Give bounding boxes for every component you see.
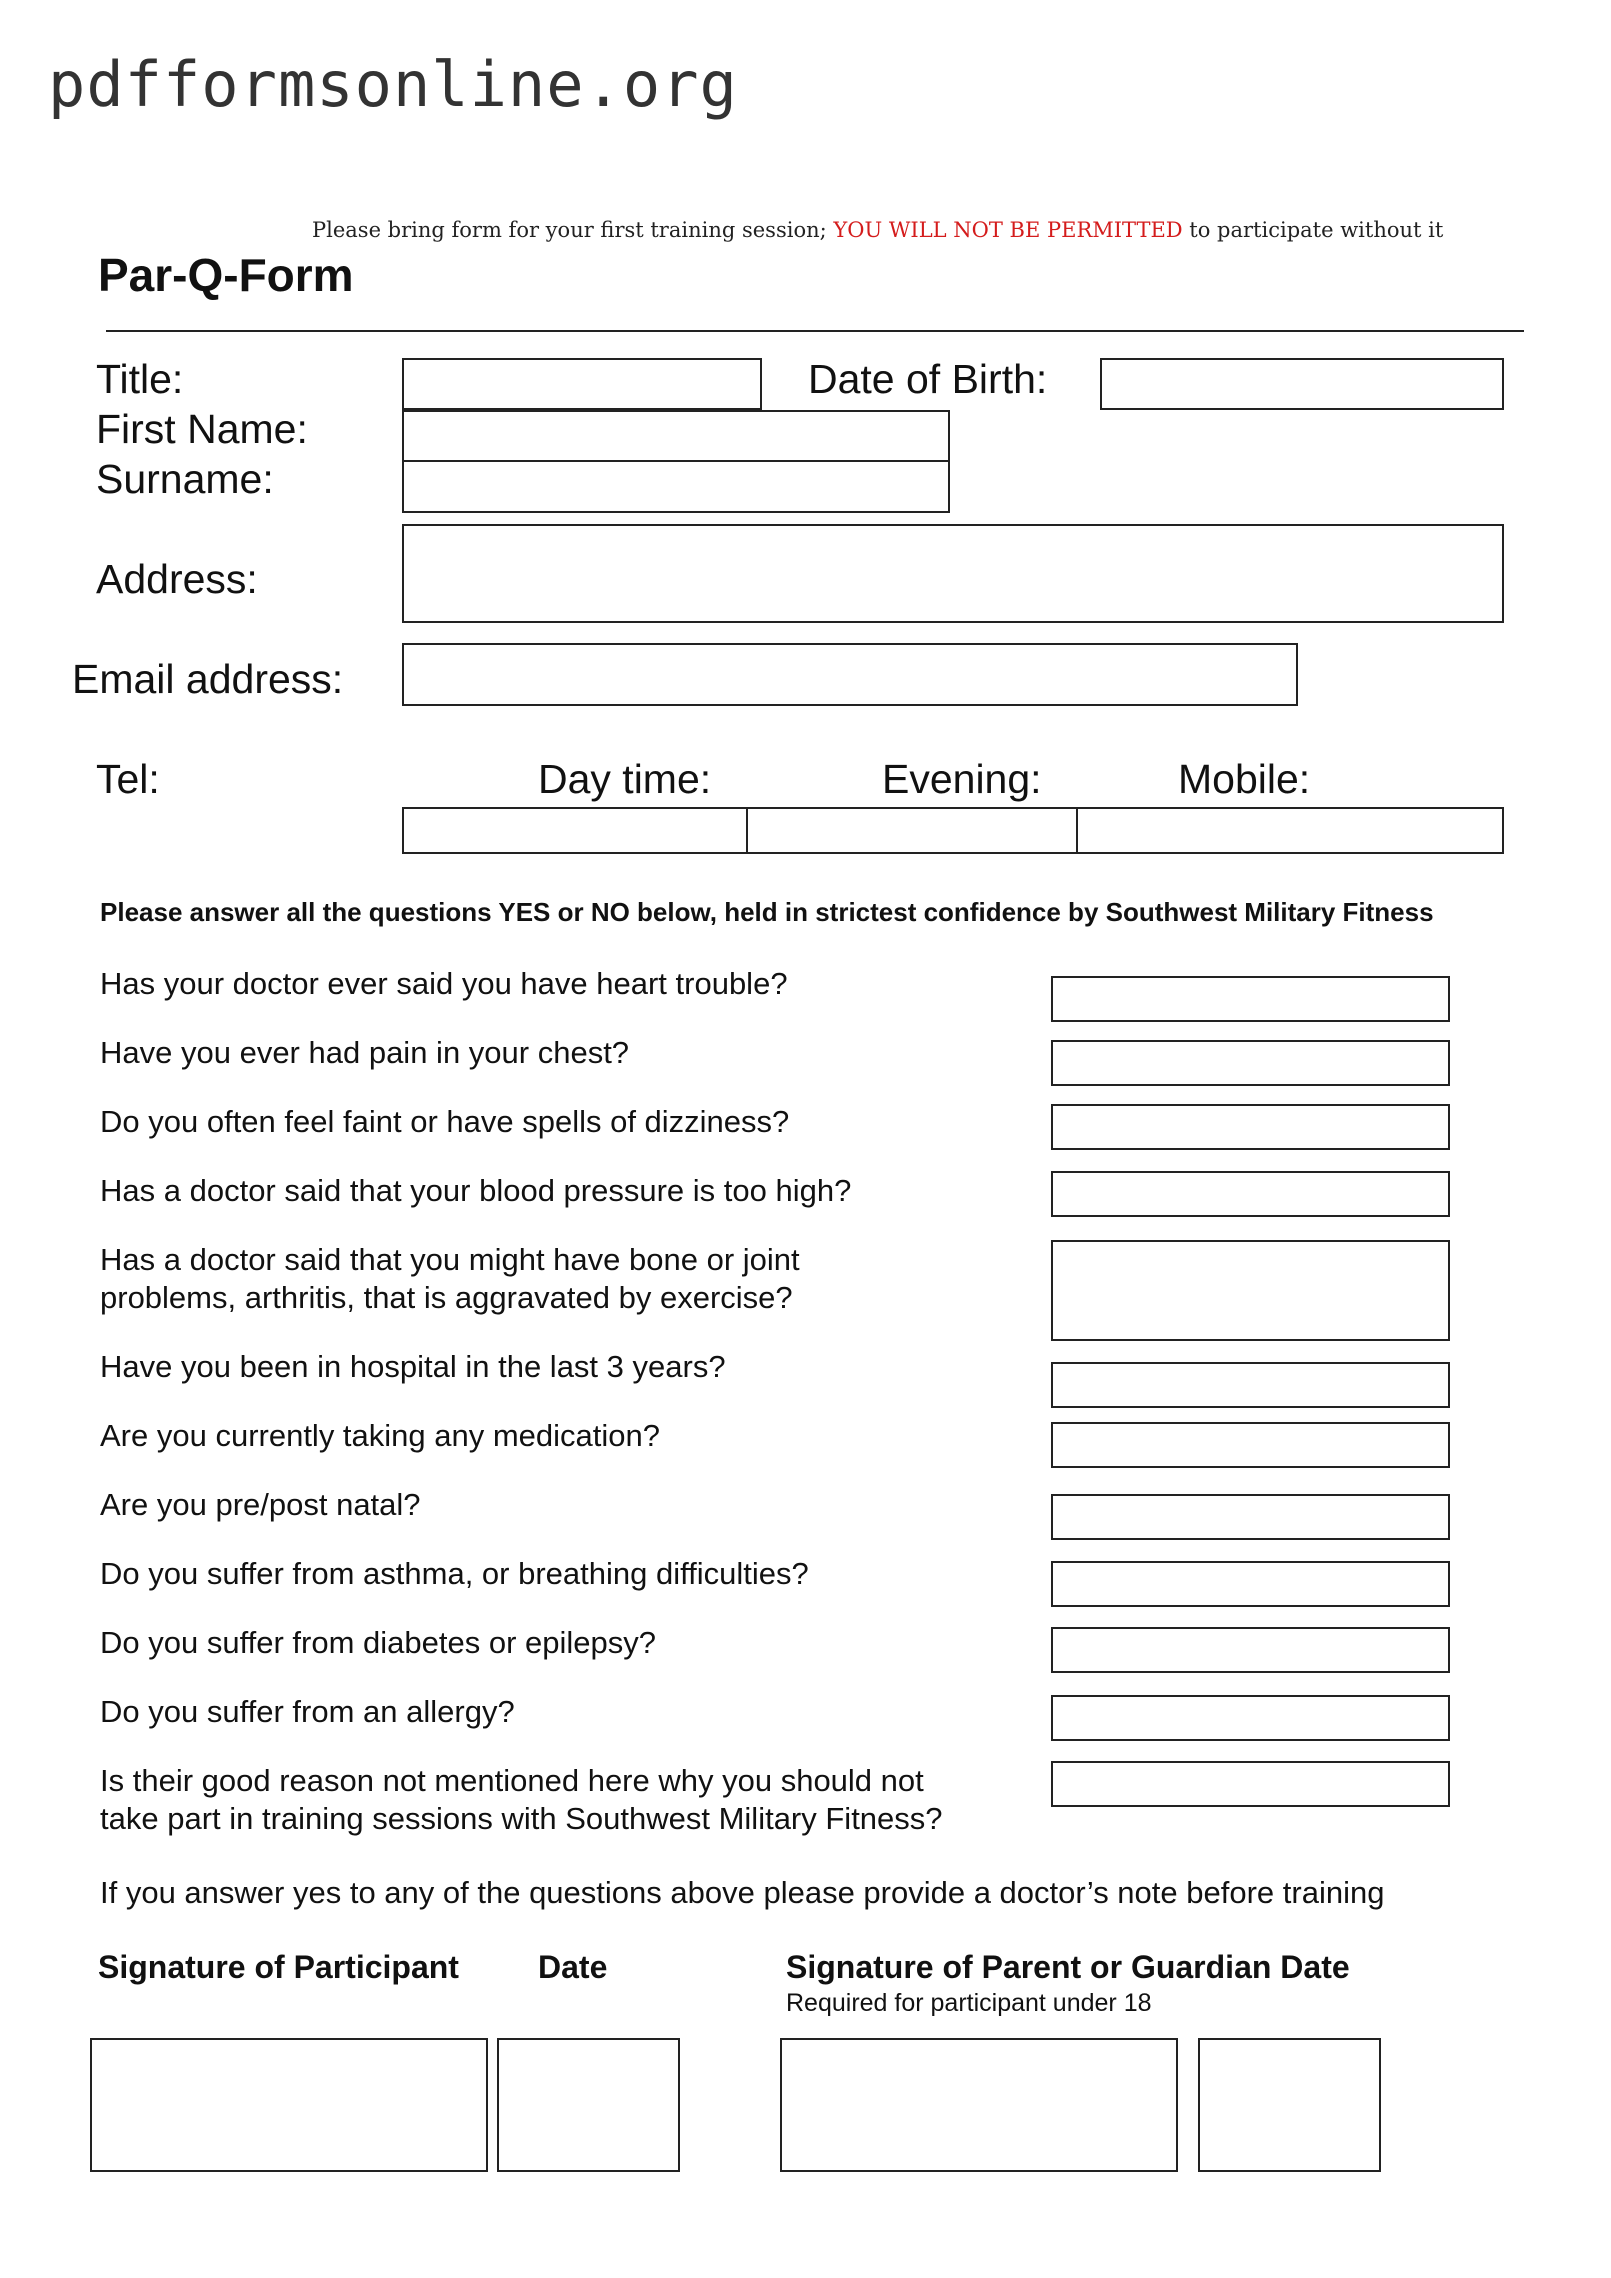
surname-input[interactable] [402,460,950,513]
question-12-line-2: take part in training sessions with Southwest Military Fitness? [100,1801,943,1836]
first-name-label: First Name: [96,406,308,452]
answer-9-input[interactable] [1051,1561,1450,1607]
participant-date-box[interactable] [497,2038,680,2172]
answer-1-input[interactable] [1051,976,1450,1022]
question-2: Have you ever had pain in your chest? [100,1035,630,1070]
question-6: Have you been in hospital in the last 3 years? [100,1349,726,1384]
title-divider [106,330,1524,332]
title-label: Title: [96,356,184,402]
question-4: Has a doctor said that your blood pressure is too high? [100,1173,852,1208]
answer-3-input[interactable] [1051,1104,1450,1150]
answer-6-input[interactable] [1051,1362,1450,1408]
question-12-line-1: Is their good reason not mentioned here why you should not [100,1763,924,1798]
question-11: Do you suffer from an allergy? [100,1694,515,1729]
notice-before: Please bring form for your first training session; [312,218,834,242]
guardian-requirement-note: Required for participant under 18 [786,1989,1152,2017]
address-input[interactable] [402,524,1504,623]
answer-2-input[interactable] [1051,1040,1450,1086]
notice-after: to participate without it [1182,218,1444,242]
mobile-label: Mobile: [1178,756,1311,802]
question-5-line-1: Has a doctor said that you might have bone or joint [100,1242,800,1277]
answer-11-input[interactable] [1051,1695,1450,1741]
evening-label: Evening: [882,756,1042,802]
answer-8-input[interactable] [1051,1494,1450,1540]
question-7: Are you currently taking any medication? [100,1418,661,1453]
evening-input[interactable] [746,807,1078,854]
address-label: Address: [96,556,258,602]
dob-label: Date of Birth: [808,356,1048,402]
participant-date-label: Date [538,1949,608,1985]
participant-signature-label: Signature of Participant [98,1949,459,1985]
question-1: Has your doctor ever said you have heart trouble? [100,966,788,1001]
question-3: Do you often feel faint or have spells of dizziness? [100,1104,790,1139]
question-5-line-2: problems, arthritis, that is aggravated by exercise? [100,1280,793,1315]
day-time-input[interactable] [402,807,748,854]
question-9: Do you suffer from asthma, or breathing difficulties? [100,1556,809,1591]
day-time-label: Day time: [538,756,712,802]
first-name-input[interactable] [402,410,950,462]
instructions-text: Please answer all the questions YES or NO below, held in strictest confidence by Southwest Military Fitness [100,897,1434,927]
participant-signature-box[interactable] [90,2038,488,2172]
guardian-signature-box[interactable] [780,2038,1178,2172]
guardian-signature-label: Signature of Parent or Guardian Date [786,1949,1350,1985]
answer-5-input[interactable] [1051,1240,1450,1341]
form-title: Par-Q-Form [98,249,354,301]
answer-12-input[interactable] [1051,1761,1450,1807]
answer-7-input[interactable] [1051,1422,1450,1468]
dob-input[interactable] [1100,358,1504,410]
email-input[interactable] [402,643,1298,706]
watermark-text: pdfformsonline.org [48,48,738,121]
title-input[interactable] [402,358,762,410]
surname-label: Surname: [96,456,274,502]
answer-10-input[interactable] [1051,1627,1450,1673]
notice-warning: YOU WILL NOT BE PERMITTED [833,218,1183,242]
email-label: Email address: [72,656,344,702]
answer-4-input[interactable] [1051,1171,1450,1217]
tel-label: Tel: [96,756,160,802]
doctor-note-text: If you answer yes to any of the questions above please provide a doctor’s note before training [100,1875,1385,1910]
mobile-input[interactable] [1076,807,1504,854]
question-10: Do you suffer from diabetes or epilepsy? [100,1625,657,1660]
question-8: Are you pre/post natal? [100,1487,421,1522]
guardian-date-box[interactable] [1198,2038,1381,2172]
notice-text [312,218,1443,242]
